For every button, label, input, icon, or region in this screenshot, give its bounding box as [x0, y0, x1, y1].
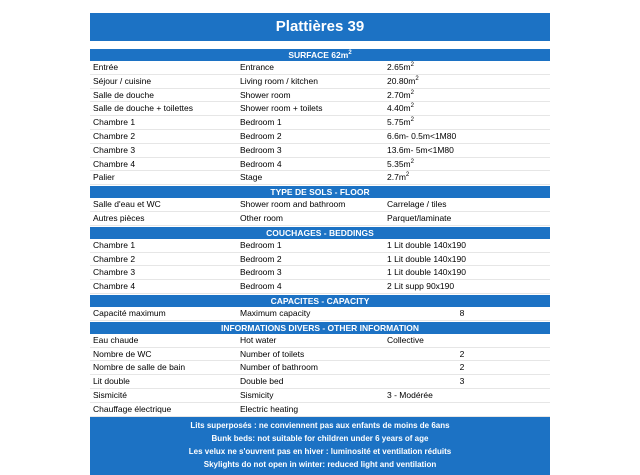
label-fr: Capacité maximum	[93, 307, 166, 318]
note-line: Les velux ne s'ouvrent pas en hiver : luminosité et ventilation réduits	[188, 446, 452, 456]
label-fr: Chauffage électrique	[93, 403, 172, 414]
property-sheet	[90, 13, 550, 475]
label-en: Bedroom 4	[240, 281, 282, 292]
table-row	[90, 102, 550, 116]
value-sup: 2	[410, 103, 414, 110]
value: Collective	[387, 334, 424, 345]
label-en: Sismicity	[240, 389, 274, 400]
other-table	[90, 334, 550, 417]
label-fr: Chambre 2	[93, 253, 136, 264]
label-en: Shower room	[240, 89, 291, 100]
label-fr: Sismicité	[93, 389, 128, 400]
label-fr: Chambre 1	[93, 239, 136, 250]
table-row	[90, 61, 550, 75]
table-row	[90, 239, 550, 253]
table-row	[90, 212, 550, 226]
table-row	[90, 375, 550, 389]
value-text: 2.65m	[387, 62, 411, 72]
table-row	[90, 280, 550, 294]
label-en: Bedroom 2	[240, 253, 282, 264]
value-sup: 2	[405, 172, 410, 179]
value	[387, 144, 454, 157]
value: 1 Lit double 140x190	[387, 253, 466, 264]
surface-header-label: SURFACE 62m	[288, 50, 349, 60]
value: 1 Lit double 140x190	[387, 239, 466, 250]
table-row	[90, 334, 550, 348]
label-fr: Chambre 1	[93, 117, 136, 128]
value	[387, 75, 419, 88]
value	[387, 158, 414, 171]
value	[387, 171, 409, 184]
label-en: Shower room and bathroom	[240, 199, 346, 210]
label-fr: Chambre 4	[93, 281, 136, 292]
value: Parquet/laminate	[387, 212, 452, 223]
table-row	[90, 130, 550, 144]
section-header-surface	[90, 48, 550, 61]
notes-banner	[90, 417, 550, 475]
note-line: Lits superposés : ne conviennent pas aux enfants de moins de 6ans	[190, 420, 450, 430]
label-fr: Nombre de salle de bain	[93, 362, 186, 373]
label-en: Other room	[240, 212, 283, 223]
value-text: 20.80m	[387, 75, 416, 86]
value	[387, 116, 414, 129]
label-en: Bedroom 2	[240, 130, 282, 141]
section-header-other: INFORMATIONS DIVERS - OTHER INFORMATION	[90, 321, 550, 334]
note-line: Bunk beds: not suitable for children under 6 years of age	[211, 433, 429, 443]
label-en: Entrance	[240, 62, 275, 72]
value-sup: 2	[410, 158, 414, 165]
count: 3	[459, 376, 465, 387]
value: 1 Lit double 140x190	[387, 267, 466, 278]
label-fr: Entrée	[93, 62, 119, 72]
value: 3 - Modérée	[387, 389, 433, 400]
label-fr: Autres pièces	[93, 212, 145, 223]
count: 2	[459, 362, 465, 373]
table-row	[90, 348, 550, 362]
value-sup: 2	[415, 75, 419, 82]
label-en: Number of bathroom	[240, 362, 318, 373]
label-en: Living room / kitchen	[240, 75, 318, 86]
table-row	[90, 171, 550, 185]
value-text: 2.70m	[387, 89, 411, 100]
label-en: Bedroom 1	[240, 117, 282, 128]
table-row	[90, 403, 550, 417]
table-row	[90, 144, 550, 158]
label-fr: Eau chaude	[93, 334, 139, 345]
table-row	[90, 307, 550, 321]
value	[387, 130, 456, 143]
label-en: Stage	[240, 172, 263, 183]
value-text: 5.35m	[387, 158, 411, 169]
count: 2	[459, 348, 465, 359]
label-fr: Salle d'eau et WC	[93, 199, 161, 210]
value	[387, 89, 414, 102]
label-fr: Chambre 3	[93, 267, 136, 278]
surface-table	[90, 61, 550, 185]
capacity-table	[90, 307, 550, 321]
label-en: Double bed	[240, 376, 284, 387]
surface-header-sup: 2	[348, 50, 352, 57]
section-header-beddings: COUCHAGES - BEDDINGS	[90, 226, 550, 239]
label-en: Bedroom 3	[240, 144, 282, 155]
count: 8	[459, 307, 465, 318]
value-sup: 2	[410, 117, 414, 124]
label-fr: Séjour / cuisine	[93, 75, 152, 86]
table-row	[90, 198, 550, 212]
value	[387, 102, 414, 115]
label-en: Number of toilets	[240, 348, 305, 359]
table-row	[90, 158, 550, 172]
label-fr: Chambre 3	[93, 144, 136, 155]
value-text: 5.75m	[387, 117, 411, 128]
label-en: Electric heating	[240, 403, 299, 414]
value-text: 13.6m- 5m<1M80	[387, 144, 454, 155]
label-fr: Palier	[93, 172, 115, 183]
label-fr: Lit double	[93, 376, 130, 387]
label-en: Bedroom 3	[240, 267, 282, 278]
table-row	[90, 116, 550, 130]
value-sup: 2	[410, 62, 414, 68]
table-row	[90, 266, 550, 280]
note-line: Skylights do not open in winter: reduced light and ventilation	[203, 459, 437, 469]
value-text: 2.7m	[387, 172, 406, 183]
value: 2 Lit supp 90x190	[387, 281, 455, 292]
section-header-capacity: CAPACITES - CAPACITY	[90, 294, 550, 307]
label-en: Bedroom 1	[240, 239, 282, 250]
table-row	[90, 89, 550, 103]
label-fr: Nombre de WC	[93, 348, 152, 359]
label-fr: Chambre 4	[93, 158, 136, 169]
label-fr: Chambre 2	[93, 130, 136, 141]
label-fr: Salle de douche	[93, 89, 154, 100]
floor-table	[90, 198, 550, 226]
section-header-floor: TYPE DE SOLS - FLOOR	[90, 185, 550, 198]
value: Carrelage / tiles	[387, 199, 447, 210]
label-fr: Salle de douche + toilettes	[93, 103, 193, 114]
value-sup: 2	[410, 89, 414, 96]
value-text: 6.6m- 0.5m<1M80	[387, 130, 457, 141]
table-row	[90, 75, 550, 89]
table-row	[90, 389, 550, 403]
table-row	[90, 253, 550, 267]
table-row	[90, 361, 550, 375]
value	[387, 61, 414, 74]
page-title: Plattières 39	[90, 13, 550, 41]
label-en: Hot water	[240, 334, 277, 345]
label-en: Bedroom 4	[240, 158, 282, 169]
label-en: Maximum capacity	[240, 307, 311, 318]
value-text: 4.40m	[387, 103, 411, 114]
beddings-table	[90, 239, 550, 294]
label-en: Shower room + toilets	[240, 103, 323, 114]
